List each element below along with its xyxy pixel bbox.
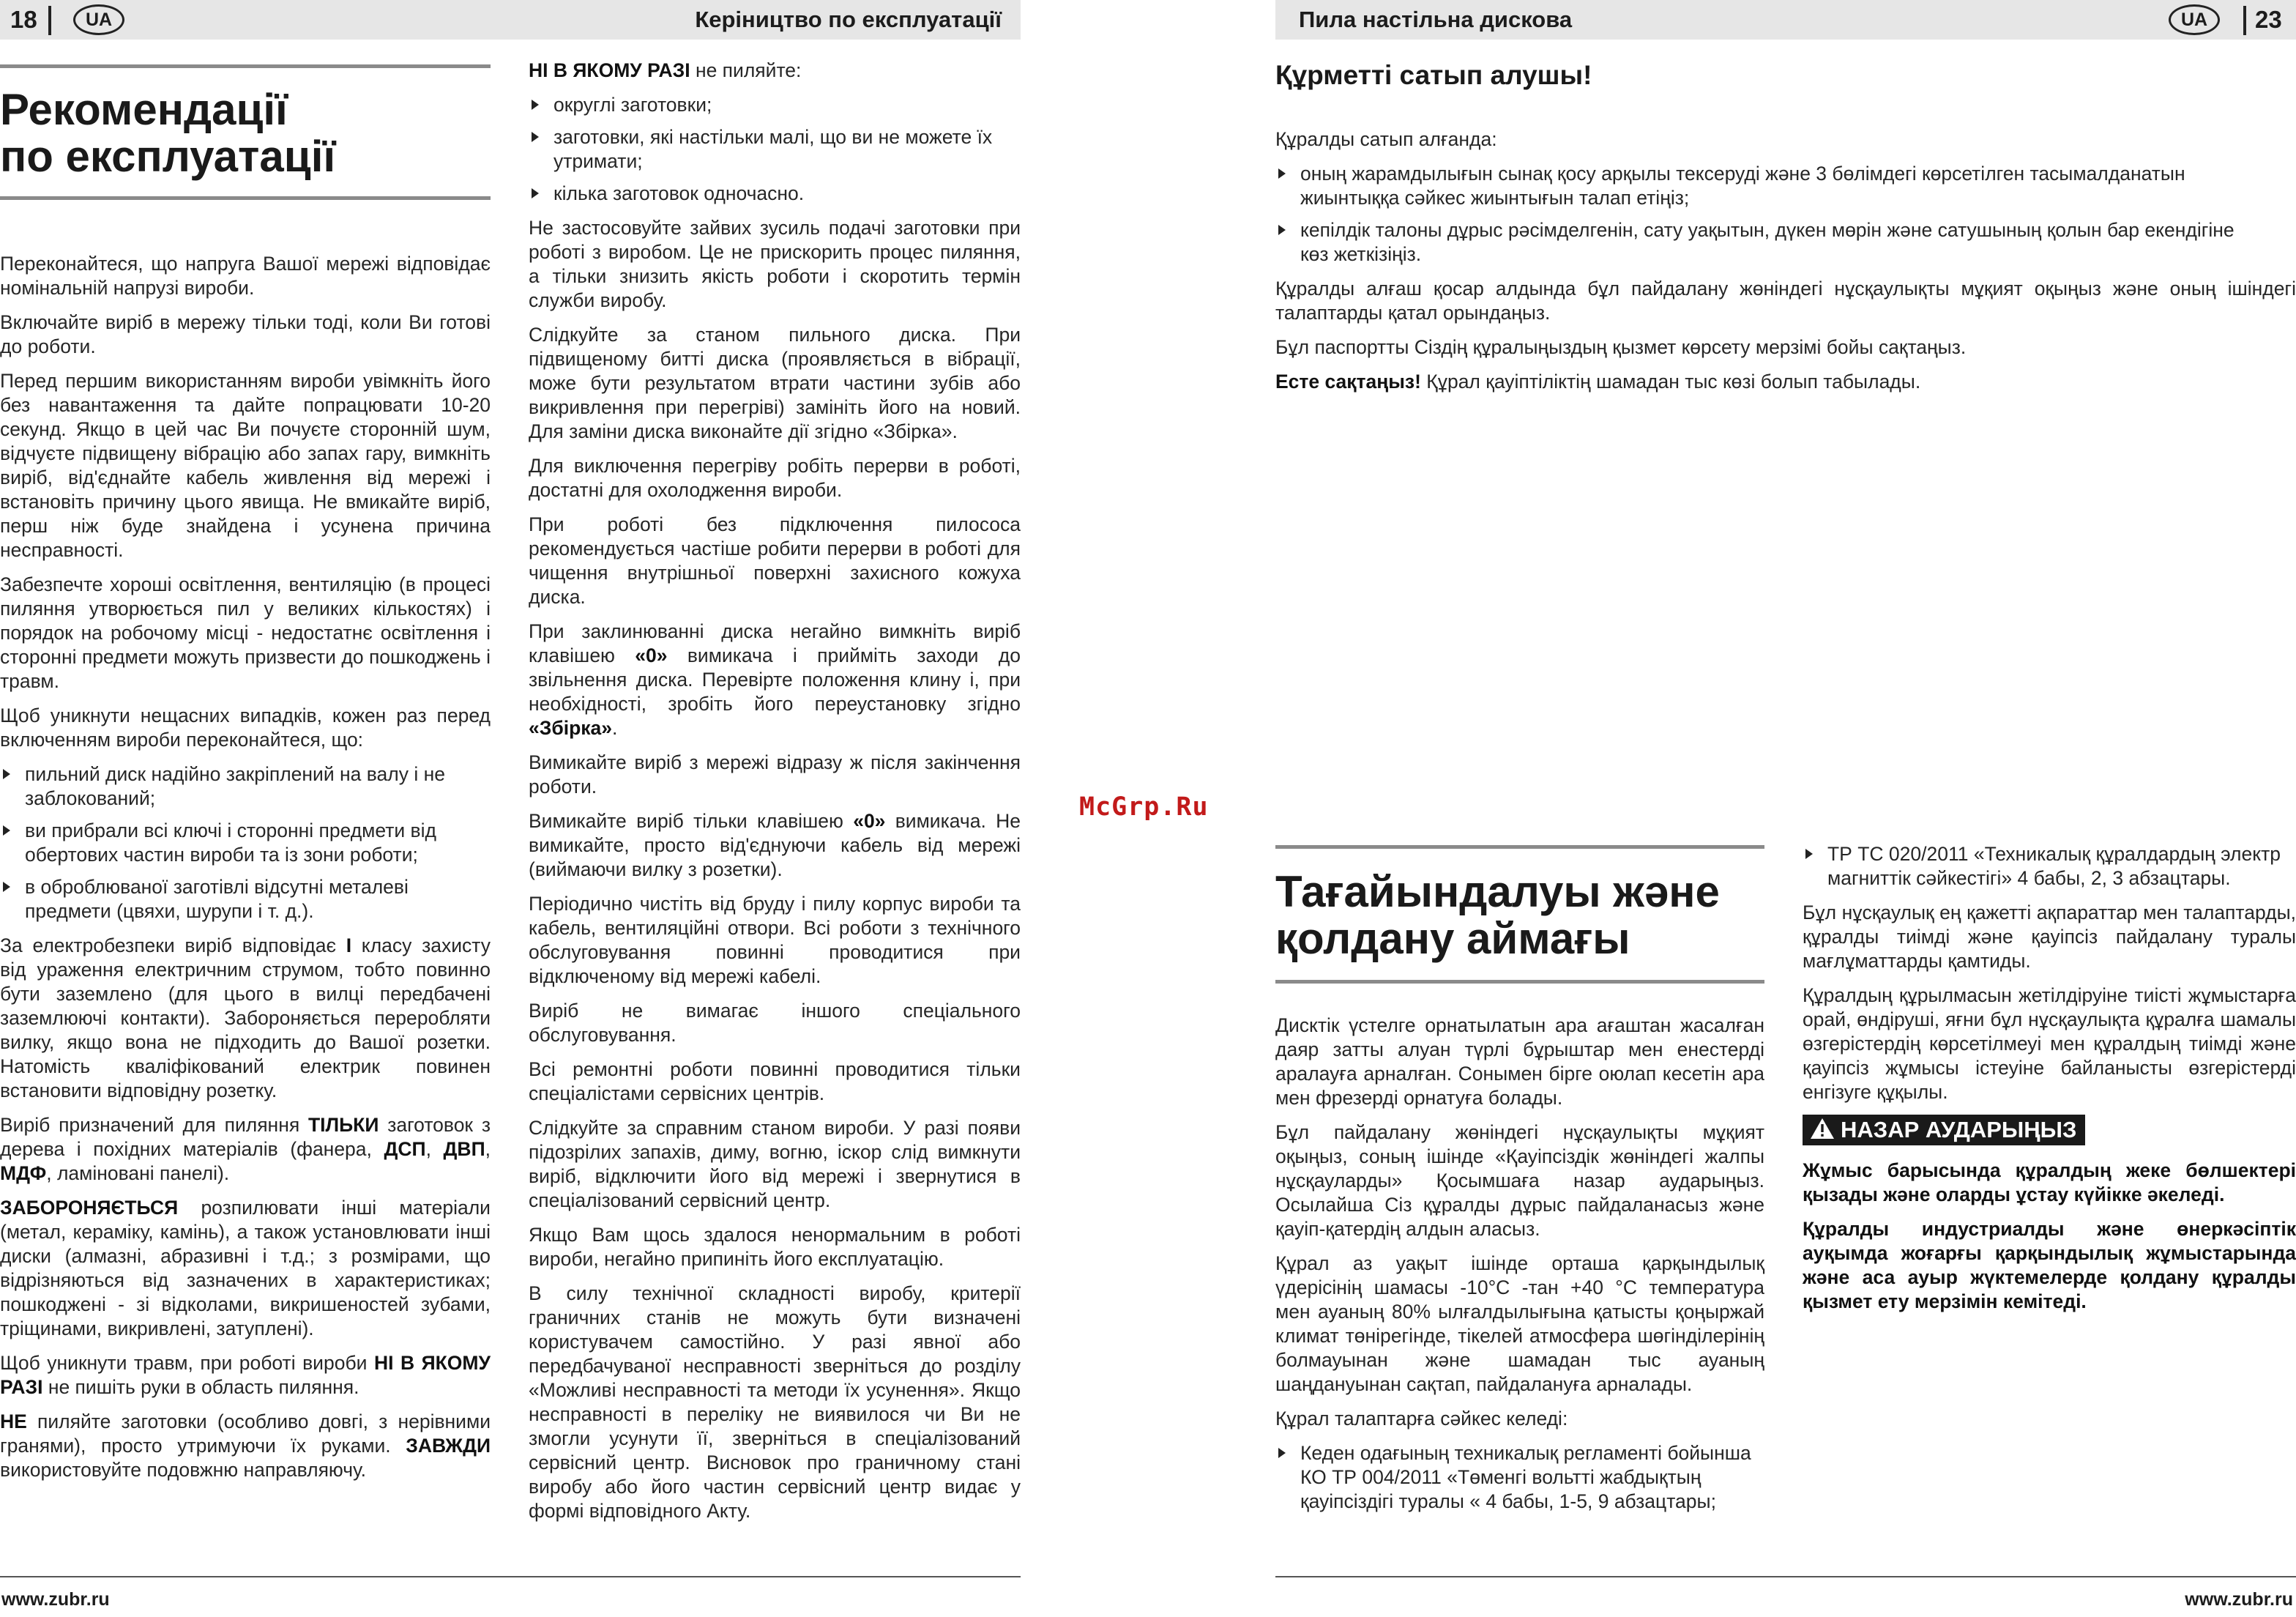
- paragraph: При роботі без підключення пилососа рекомендується частіше робити перерви в роботі для чищення внутрішньої поверхні захисного кожуха диска.: [529, 513, 1021, 608]
- list-item: ТР ТС 020/2011 «Техникалық құралдардың электр магниттік сәйкестігі» 4 бабы, 2, 3 абзацтары.: [1803, 842, 2296, 891]
- paragraph: ЗАБОРОНЯЄТЬСЯ розпилювати інші матеріали (метал, кераміку, камінь), а також установлювати інші диски (алмазні, абразивні і т.д.; з розмірами, що відрізняються від зазначених в характеристиках; пошкоджені - зі відколами, викришеностей зубами, тріщинами, викривлені, затуплені).: [0, 1197, 491, 1339]
- standards-list-cont: [1803, 842, 2296, 891]
- left-section-title-line1: Рекомендації: [0, 85, 288, 134]
- standards-list: [1275, 1441, 1764, 1514]
- paragraph: За електробезпеки виріб відповідає I класу захисту від ураження електричним струмом, тобто повинно бути заземлено (для цього в вилці передбачені заземлюючі контакти). Забороняється переробляти вилку, якщо вона не підходить до Вашої розетки. Натомість кваліфікований електрик повинен встановити відповідну розетку.: [0, 934, 491, 1101]
- right-section-title-line1: Тағайындалуы және: [1275, 867, 1720, 916]
- paragraph: Виріб не вимагає іншого спеціального обслуговування.: [529, 1000, 1021, 1046]
- right-lang-badge: UA: [2169, 4, 2220, 35]
- left-section-rule-top: [0, 64, 491, 68]
- right-section-title: [1275, 869, 1720, 962]
- right-header-divider: [2243, 6, 2246, 35]
- right-section-rule-top: [1275, 845, 1764, 849]
- paragraph: Щоб уникнути травм, при роботі вироби НІ В ЯКОМУ РАЗІ не пишіть руки в область пиляння.: [0, 1352, 491, 1398]
- left-section-rule-bottom: [0, 196, 491, 200]
- warning-text: Құралды индустриалды және өнеркәсіптік ауқымда жоғарғы қарқындылық жұмыстарында және аса ауыр жүктемелерде қолдану құралды қызмет ету мерзімін кемітеді.: [1803, 1218, 2296, 1312]
- left-lang-badge: UA: [73, 4, 124, 35]
- paragraph: Перед першим використанням вироби увімкніть його без навантаження та дайте попрацювати 10-20 секунд. Якщо в цей час Ви почуєте сторонній шум, відчуєте підвищену вібрацію або запах гару, вимкніть виріб, від'єднайте кабель живлення від мережі і встановіть причину цього явища. Не вмикайте виріб, перш ніж буде знайдена і усунена причина несправності.: [0, 370, 491, 561]
- left-footer-rule: [0, 1576, 1021, 1577]
- right-footer-url[interactable]: www.zubr.ru: [2185, 1589, 2293, 1610]
- paragraph: Слідкуйте за станом пильного диска. При підвищеному битті диска (проявляється в вібрації, може бути результатом втрати частини зубів або викривлення при перегріві) замініть його на новий. Для заміни диска виконайте дії згідно «Збірка».: [529, 324, 1021, 442]
- paragraph: Виріб призначений для пиляння ТІЛЬКИ заготовок з дерева і похідних матеріалів (фанера, ДСП, ДВП, МДФ, ламіновані панелі).: [0, 1114, 491, 1184]
- paragraph: Құрал аз уақыт ішінде орташа қарқындылық үдерісінің шамасы -10°С -тан +40 °С температура мен ауаның 80% ылғалдылығына қатысты қоңыржай климат төнірегінде, тікелей атмосфера шөгінділерінің болмауынан және шамадан тыс ауаның шаңдануынан сақтап, пайдалануға арналады.: [1275, 1252, 1764, 1395]
- paragraph: Есте сақтаңыз! Құрал қауіптіліктің шамадан тыс көзі болып табылады.: [1275, 371, 1921, 393]
- paragraph: Включайте виріб в мережу тільки тоді, коли Ви готові до роботи.: [0, 311, 491, 357]
- greeting-heading: Құрметті сатып алушы!: [1275, 60, 1592, 90]
- list-item: заготовки, які настільки малі, що ви не можете їх утримати;: [529, 125, 1021, 174]
- left-header-divider: [48, 6, 51, 35]
- paragraph: Вимикайте виріб тільки клавішею «0» вимикача. Не вимикайте, просто від'єднуючи кабель від мережі (виймаючи вилку з розетки).: [529, 810, 1021, 880]
- warning-icon: [1810, 1117, 1835, 1139]
- left-column-2: [529, 59, 1021, 1534]
- right-column-2: [1803, 842, 2296, 1324]
- paragraph: НІ В ЯКОМУ РАЗІ не пиляйте:: [529, 59, 802, 81]
- right-column-1: [1275, 1014, 1764, 1524]
- left-section-title: [0, 86, 335, 180]
- paragraph: НЕ пиляйте заготовки (особливо довгі, з нерівними гранями), просто утримуючи їх руками. ЗАВЖДИ використовуйте подовжню направляючу.: [0, 1410, 491, 1481]
- paragraph: Құралды сатып алғанда:: [1275, 128, 1497, 150]
- paragraph: Вимикайте виріб з мережі відразу ж після закінчення роботи.: [529, 751, 1021, 798]
- paragraph: Не застосовуйте зайвих зусиль подачі заготовки при роботі з виробом. Це не прискорить процес пиляння, а тільки знизить якість роботи і скоротить термін служби виробу.: [529, 217, 1021, 311]
- left-column-1: [0, 252, 491, 1493]
- paragraph: Для виключення перегріву робіть перерви в роботі, достатні для охолодження вироби.: [529, 455, 1021, 501]
- paragraph: Всі ремонтні роботи повинні проводитися тільки спеціалістами сервісних центрів.: [529, 1058, 1021, 1104]
- right-page-number: 23: [2255, 6, 2282, 33]
- paragraph: Бұл паспортты Сіздің құралыңыздың қызмет көрсету мерзімі бойы сақтаңыз.: [1275, 336, 1967, 358]
- list-item: Кеден одағының техникалық регламенті бойынша КО ТР 004/2011 «Төменгі вольтті жабдықтың қауіпсіздігі туралы « 4 бабы, 1-5, 9 абзацтары;: [1275, 1441, 1764, 1514]
- paragraph: Слідкуйте за справним станом вироби. У разі появи підозрілих запахів, диму, вогню, іскор слід вимкнути виріб, відключити його від мережі і звернутися в спеціалізований сервісний центр.: [529, 1117, 1021, 1211]
- right-section-rule-bottom: [1275, 980, 1764, 984]
- left-section-title-line2: по експлуатації: [0, 132, 336, 181]
- list-item: пильний диск надійно закріплений на валу і не заблокований;: [0, 762, 491, 811]
- paragraph: Құралды алғаш қосар алдында бұл пайдалану жөніндегі нұсқаулықты мұқият оқыңыз және оның ішіндегі талаптарды қатал орындаңыз.: [1275, 278, 2296, 324]
- paragraph: Құралдың құрылмасын жетілдіруіне тиісті жұмыстарға орай, өндіруші, яғни бұл нұсқаулықта құралға шамалы өзгерістердің көрсетілмеуі мен құралдың тиімді және қауіпсіз жұмысы істеуіне байланысты өзгерістерді енгізуге құқылы.: [1803, 984, 2296, 1103]
- list-item: ви прибрали всі ключі і сторонні предмети від обертових частин вироби та із зони роботи;: [0, 819, 491, 867]
- paragraph: Якщо Вам щось здалося ненормальним в роботі вироби, негайно припиніть його експлуатацію.: [529, 1224, 1021, 1270]
- list-item: оның жарамдылығын сынақ қосу арқылы тексеруді және 3 бөлімдегі көрсетілген тасымалданатын жиынтыққа сәйкес жиынтығын талап етіңіз;: [1275, 162, 2267, 210]
- paragraph: Забезпечте хороші освітлення, вентиляцію (в процесі пиляння утворюється пил у великих кількостях) і порядок на робочому місці - недостатнє освітлення і сторонні предмети можуть призвести до пошкоджень і травм.: [0, 573, 491, 692]
- left-header-title: Керіництво по експлуатації: [695, 7, 1002, 32]
- list-item: кілька заготовок одночасно.: [529, 182, 1021, 206]
- paragraph: Щоб уникнути нещасних випадків, кожен раз перед включенням вироби переконайтеся, що:: [0, 705, 491, 751]
- paragraph: Переконайтеся, що напруга Вашої мережі відповідає номінальній напрузі вироби.: [0, 253, 491, 299]
- paragraph: Бұл пайдалану жөніндегі нұсқаулықты мұқият оқыңыз, соның ішінде «Қауіпсіздік жөніндегі жалпы нұсқауларды» Қосымшаға назар аударыңыз. Осылайша Сіз құралды дұрыс пайдаланасыз және қауіп-қатердің алдын аласыз.: [1275, 1121, 1764, 1240]
- list-item: в оброблюваної заготівлі відсутні металеві предмети (цвяхи, шурупи і т. д.).: [0, 875, 491, 923]
- paragraph: Дисктік үстелге орнатылатын ара ағаштан жасалған даяр затты алуан түрлі бұрыштар мен енестерді аралауға арналған. Сонымен бірге оюлап кесетін ара мен фрезерді орнатуға болады.: [1275, 1014, 1764, 1109]
- list-item: кепілдік талоны дұрыс рәсімделгенін, сату уақытын, дүкен мөрін және сатушының қолын бар екендігіне көз жеткізіңіз.: [1275, 218, 2267, 267]
- left-page-number: 18: [10, 6, 37, 33]
- list-item: округлі заготовки;: [529, 93, 1021, 117]
- checklist: [0, 762, 491, 923]
- warning-badge: [1803, 1115, 2085, 1145]
- left-footer-url[interactable]: www.zubr.ru: [1, 1589, 110, 1610]
- checklist: [1275, 162, 2296, 267]
- warning-text: Жұмыс барысында құралдың жеке бөлшектері қызады және оларды ұстау күйікке әкеледі.: [1803, 1159, 2296, 1205]
- watermark: McGrp.Ru: [1079, 792, 1209, 822]
- right-footer-rule: [1275, 1576, 2296, 1577]
- paragraph: Бұл нұсқаулық ең қажетті ақпараттар мен талаптарды, құралды тиімді және қауіпсіз пайдалану туралы мағлұматтарды қамтиды.: [1803, 902, 2296, 972]
- paragraph: Құрал талаптарға сәйкес келеді:: [1275, 1408, 1568, 1430]
- right-section-title-line2: қолдану аймағы: [1275, 914, 1630, 963]
- right-header-title: Пила настільна дискова: [1299, 7, 1573, 32]
- paragraph: Періодично чистіть від бруду і пилу корпус вироби та кабель, вентиляційні отвори. Всі роботи з технічного обслуговування повинні проводитися при відключеному від мережі кабелі.: [529, 893, 1021, 987]
- forbidden-list: [529, 93, 1021, 206]
- paragraph: В силу технічної складності виробу, критерії граничних станів не можуть бути визначені користувачем самостійно. У разі явної або передбачуваної несправності зверніться до розділу «Можливі несправності та методи їх усунення». Якщо несправності в переліку не виявилося чи Ви не змогли усунути її, зверніться в спеціалізований сервісний центр. Висновок про граничному стані виробу або його частин сервісний центр видає у формі відповідного Акту.: [529, 1282, 1021, 1522]
- warning-label: НАЗАР АУДАРЫҢЫЗ: [1841, 1117, 2077, 1142]
- paragraph: При заклинюванні диска негайно вимкніть виріб клавішею «0» вимикача і прийміть заходи до звільнення диска. Перевірте положення клину і, при необхідності, зробіть його переустановку згідно «Збірка».: [529, 620, 1021, 739]
- intro-block: [1275, 127, 2296, 404]
